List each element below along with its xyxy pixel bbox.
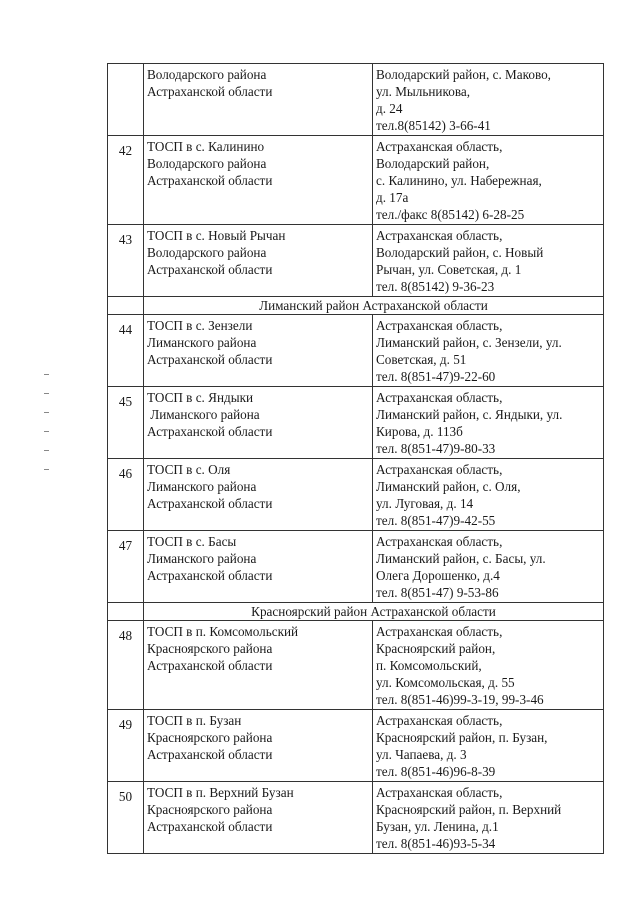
office-name-line: Астраханской области	[147, 173, 273, 188]
office-name-line: Лиманского района	[147, 479, 257, 494]
office-name-line: Красноярского района	[147, 802, 273, 817]
office-name-cell	[144, 315, 373, 387]
office-name-line: Астраханской области	[147, 84, 273, 99]
office-name-line: Астраханской области	[147, 424, 273, 439]
table-row	[108, 64, 604, 136]
row-number: 48	[108, 621, 144, 710]
office-name-line: Володарского района	[147, 245, 267, 260]
margin-mark	[44, 431, 49, 432]
table-row	[108, 136, 604, 225]
office-name-line: Астраханской области	[147, 262, 273, 277]
office-address-line: Астраханская область,	[376, 139, 503, 154]
row-number	[108, 64, 144, 136]
office-address-line: Лиманский район, с. Яндыки, ул.	[376, 407, 563, 422]
table-row	[108, 387, 604, 459]
office-address-line: Лиманский район, с. Зензели, ул.	[376, 335, 562, 350]
office-address-cell	[373, 225, 604, 297]
office-name-line: Володарского района	[147, 156, 267, 171]
office-name-line: Лиманского района	[147, 407, 260, 422]
office-address-cell	[373, 136, 604, 225]
margin-mark	[44, 374, 49, 375]
office-name-line: Красноярского района	[147, 730, 273, 745]
office-address-line: ул. Чапаева, д. 3	[376, 747, 467, 762]
office-name-line: Астраханской области	[147, 658, 273, 673]
office-address-line: Лиманский район, с. Басы, ул.	[376, 551, 546, 566]
office-name-line: ТОСП в с. Оля	[147, 462, 231, 477]
office-address-line: п. Комсомольский,	[376, 658, 482, 673]
office-name-line: ТОСП в с. Новый Рычан	[147, 228, 286, 243]
office-address-cell	[373, 621, 604, 710]
table-row	[108, 710, 604, 782]
office-address-line: Астраханская область,	[376, 785, 503, 800]
table-row	[108, 531, 604, 603]
office-address-line: тел. 8(85142) 9-36-23	[376, 279, 495, 294]
offices-table-body	[108, 64, 604, 854]
office-address-line: д. 17а	[376, 190, 409, 205]
office-address-cell	[373, 315, 604, 387]
office-address-line: Астраханская область,	[376, 390, 503, 405]
office-address-line: тел.8(85142) 3-66-41	[376, 118, 491, 133]
margin-mark	[44, 450, 49, 451]
margin-mark	[44, 469, 49, 470]
section-row-blank-cell	[108, 297, 144, 315]
office-address-line: тел. 8(851-46)99-3-19, 99-3-46	[376, 692, 544, 707]
office-name-line: ТОСП в с. Яндыки	[147, 390, 254, 405]
row-number: 47	[108, 531, 144, 603]
office-address-line: тел./факс 8(85142) 6-28-25	[376, 207, 525, 222]
office-name-line: Астраханской области	[147, 819, 273, 834]
margin-mark	[44, 393, 49, 394]
office-name-line: ТОСП в п. Комсомольский	[147, 624, 299, 639]
office-name-cell	[144, 225, 373, 297]
office-address-cell	[373, 782, 604, 854]
office-address-line: Рычан, ул. Советская, д. 1	[376, 262, 522, 277]
office-address-cell	[373, 64, 604, 136]
table-row	[108, 782, 604, 854]
office-address-cell	[373, 531, 604, 603]
office-address-line: Астраханская область,	[376, 624, 503, 639]
office-address-line: Олега Дорошенко, д.4	[376, 568, 500, 583]
office-name-line: ТОСП в с. Калинино	[147, 139, 265, 154]
office-address-line: ул. Мыльникова,	[376, 84, 471, 99]
section-row	[108, 603, 604, 621]
table-row	[108, 459, 604, 531]
row-number: 49	[108, 710, 144, 782]
office-name-line: ТОСП в с. Басы	[147, 534, 237, 549]
office-address-line: с. Калинино, ул. Набережная,	[376, 173, 542, 188]
office-name-line: Лиманского района	[147, 335, 257, 350]
offices-table	[107, 63, 604, 854]
row-number: 44	[108, 315, 144, 387]
office-address-line: Володарский район,	[376, 156, 490, 171]
office-address-line: Лиманский район, с. Оля,	[376, 479, 521, 494]
section-heading: Красноярский район Астраханской области	[144, 603, 604, 621]
office-address-line: Астраханская область,	[376, 713, 503, 728]
office-address-line: тел. 8(851-46)93-5-34	[376, 836, 496, 851]
office-name-cell	[144, 531, 373, 603]
office-name-line: Красноярского района	[147, 641, 273, 656]
office-address-line: тел. 8(851-47)9-42-55	[376, 513, 496, 528]
row-number: 42	[108, 136, 144, 225]
section-row	[108, 297, 604, 315]
office-address-line: Красноярский район,	[376, 641, 496, 656]
office-address-line: Красноярский район, п. Бузан,	[376, 730, 548, 745]
row-number: 46	[108, 459, 144, 531]
office-address-line: тел. 8(851-47) 9-53-86	[376, 585, 499, 600]
office-name-cell	[144, 459, 373, 531]
row-number: 50	[108, 782, 144, 854]
office-name-cell	[144, 387, 373, 459]
office-address-line: Советская, д. 51	[376, 352, 467, 367]
office-name-cell	[144, 136, 373, 225]
office-name-cell	[144, 782, 373, 854]
office-address-line: Бузан, ул. Ленина, д.1	[376, 819, 499, 834]
office-address-line: Кирова, д. 113б	[376, 424, 463, 439]
office-name-line: ТОСП в п. Верхний Бузан	[147, 785, 294, 800]
section-row-blank-cell	[108, 603, 144, 621]
office-address-line: Астраханская область,	[376, 534, 503, 549]
office-name-line: Астраханской области	[147, 352, 273, 367]
office-name-line: Лиманского района	[147, 551, 257, 566]
office-address-line: Астраханская область,	[376, 228, 503, 243]
office-address-line: Красноярский район, п. Верхний	[376, 802, 562, 817]
row-number: 45	[108, 387, 144, 459]
office-name-cell	[144, 621, 373, 710]
office-name-line: Володарского района	[147, 67, 267, 82]
office-name-line: Астраханской области	[147, 496, 273, 511]
office-address-line: ул. Комсомольская, д. 55	[376, 675, 515, 690]
office-address-line: Володарский район, с. Новый	[376, 245, 544, 260]
table-row	[108, 225, 604, 297]
margin-marks	[44, 374, 52, 488]
office-name-line: ТОСП в п. Бузан	[147, 713, 242, 728]
office-address-line: тел. 8(851-46)96-8-39	[376, 764, 496, 779]
office-address-cell	[373, 387, 604, 459]
office-name-cell	[144, 64, 373, 136]
office-name-line: ТОСП в с. Зензели	[147, 318, 253, 333]
margin-mark	[44, 412, 49, 413]
section-heading: Лиманский район Астраханской области	[144, 297, 604, 315]
office-address-cell	[373, 459, 604, 531]
office-address-line: ул. Луговая, д. 14	[376, 496, 474, 511]
office-address-line: Астраханская область,	[376, 318, 503, 333]
office-address-cell	[373, 710, 604, 782]
office-address-line: Астраханская область,	[376, 462, 503, 477]
office-address-line: тел. 8(851-47)9-22-60	[376, 369, 496, 384]
table-row	[108, 315, 604, 387]
row-number: 43	[108, 225, 144, 297]
office-address-line: тел. 8(851-47)9-80-33	[376, 441, 496, 456]
table-row	[108, 621, 604, 710]
office-name-line: Астраханской области	[147, 568, 273, 583]
office-name-cell	[144, 710, 373, 782]
office-address-line: д. 24	[376, 101, 403, 116]
office-name-line: Астраханской области	[147, 747, 273, 762]
office-address-line: Володарский район, с. Маково,	[376, 67, 551, 82]
